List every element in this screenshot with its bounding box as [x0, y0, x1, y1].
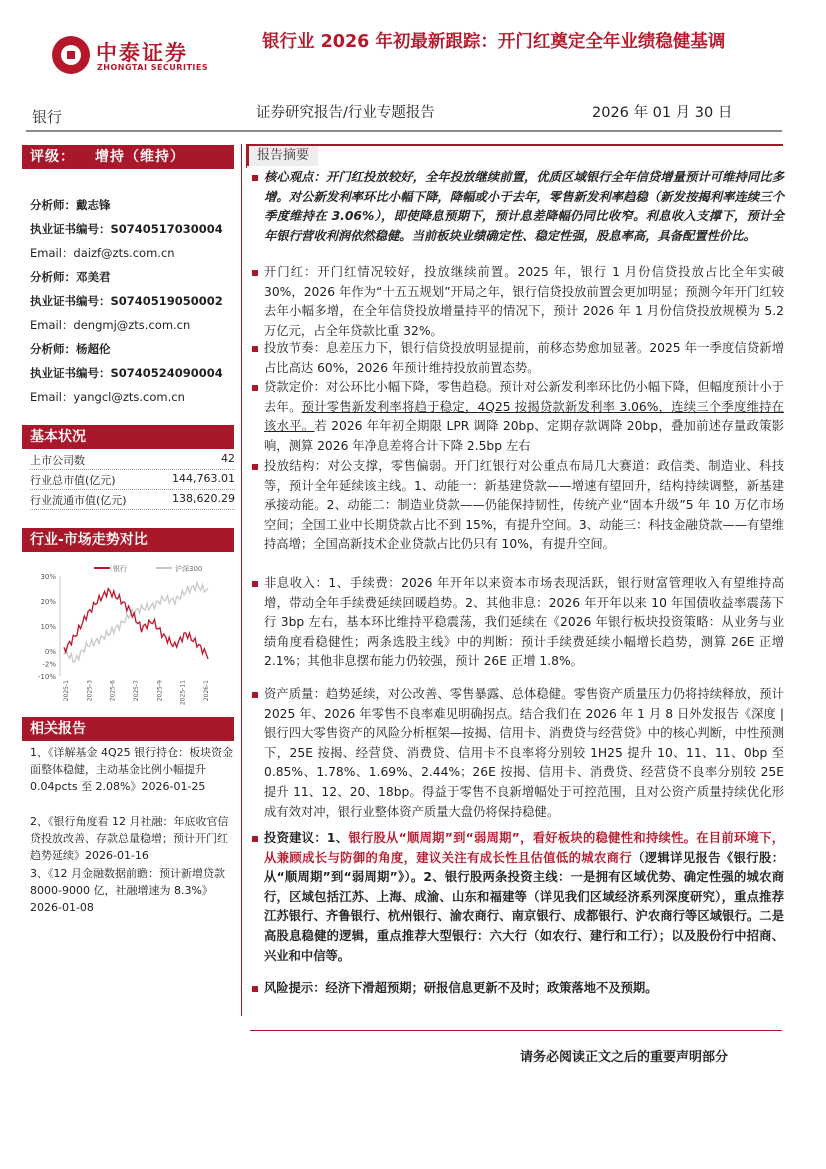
footer-divider: [250, 1030, 782, 1031]
related-report-item[interactable]: 2、《银行角度看 12 月社融：年底收官信贷投放改善、存款总量稳增；预计开门红趋势延续》2026-01-16: [30, 815, 229, 862]
chart-x-tick-label: 2025-6: [109, 680, 117, 702]
bullet-icon: [252, 346, 258, 352]
abstract-header-frame: [246, 144, 783, 168]
rating-bar: [22, 145, 234, 169]
chart-x-tick-label: 2025-11: [179, 680, 187, 706]
analyst-cert: 执业证书编号：S0740517030004: [30, 222, 223, 236]
pricing-paragraph: 贷款定价：对公环比小幅下降，零售趋稳。预计对公新发利率环比仍小幅下降，但幅度预计小于去年。预计零售新发利率将趋于稳定，4Q25 按揭贷款新发利率 3.06%，连续三个季度维持在该水平。若 2026 年年初全期限 LPR 调降 20bp、定期存款调降 20bp，叠加前述存量政策影响，测算 2026 年净息差将合计下降 2.5bp 左右: [264, 380, 784, 453]
sector-label: 银行: [32, 108, 63, 126]
basic-row: 行业总市值(亿元) 144,763.01: [30, 472, 235, 487]
footer-disclaimer: 请务必阅读正文之后的重要声明部分: [520, 1050, 729, 1065]
bullet-icon: [252, 464, 258, 470]
rating-value: 增持（维持）: [95, 149, 185, 165]
bullet-icon: [252, 836, 258, 842]
bullet-icon: [252, 175, 258, 181]
chart-y-tick-label: 0%: [44, 648, 56, 656]
divider: [30, 509, 235, 510]
divider: [30, 469, 235, 470]
opening-paragraph: 开门红：开门红情况较好，投放继续前置。2025 年，银行 1 月份信贷投放占比全年实破 30%，2026 年作为“十五五规划”开局之年，银行信贷投放前置会更加明显；预测今年开门红较去年小幅多增，在全年信贷投放增量持平的情况下，预计 2026 年 1 月份信贷投放规模为 5.2 万亿元，占全年贷款比重 32%。: [264, 265, 784, 338]
chart-x-tick-label: 2025-9: [156, 680, 164, 702]
divider: [30, 489, 235, 490]
core-view-paragraph: 核心观点：开门红投放较好，全年投放继续前置，优质区域银行全年信贷增量预计可维持同比多增。对公新发利率环比小幅下降，降幅或小于去年，零售新发利率趋稳（新发按揭利率连续三个季度维持在 3.06%），即使降息预期下，预计息差降幅仍同比收窄。利息收入支撑下，预计全年银行营收利润依然稳健。当前板块业绩确定性、稳定性强，股息率高，具备配置性价比。: [264, 170, 784, 243]
chart-y-tick-label: -2%: [42, 660, 56, 669]
bullet-icon: [252, 692, 258, 698]
chart-y-tick-label: 30%: [40, 573, 56, 581]
chart-legend-label: 银行: [113, 565, 127, 573]
abstract-tag: 报告摘要: [246, 146, 318, 166]
investment-paragraph: 投资建议：1、银行股从“顺周期”到“弱周期”，看好板块的稳健性和持续性。在目前环境下，从兼顾成长与防御的角度，建议关注有成长性且估值低的城农商行（逻辑详见报告《银行股：从“顺周期”到“弱周期”》）。2、银行股两条投资主线：一是拥有区域优势、确定性强的城农商行，区域包括江苏、上海、成渝、山东和福建等（详见我们区域经济系列深度研究），重点推荐江苏银行、齐鲁银行、杭州银行、渝农商行、南京银行、成都银行、沪农商行等区域银行。二是高股息稳健的逻辑，重点推荐大型银行：六大行（如农行、建行和工行）；以及股份行中招商、兴业和中信等。: [264, 831, 784, 963]
asset-quality-paragraph: 资产质量：趋势延续，对公改善、零售暴露、总体稳健。零售资产质量压力仍将持续释放，预计 2025 年、2026 年零售不良率难见明确拐点。结合我们在 2026 年 1 月 8 日外发报告《深度 | 银行四大零售资产的风险分析框架—按揭、信用卡、消费贷与经营贷》中的核心判断，中性预测下，25E 按揭、经营贷、消费贷、信用卡不良率将分别较 1H25 提升 10、11、11、0bp 至 0.85%、1.78%、1.69%、2.44%；26E 按揭、信用卡、消费贷、经营贷不良率分别较 25E 提升 11、12、20、18bp。得益于零售不良新增幅处于可控范围，且对公资产质量持续优化形成有效对冲，银行业整体资产质量大盘仍将保持稳健。: [264, 687, 784, 819]
risk-paragraph: 风险提示：经济下滑超预期；研报信息更新不及时；政策落地不及预期。: [264, 981, 658, 995]
chart-y-tick-label: 20%: [40, 598, 56, 606]
analyst-email[interactable]: Email：dengmj@zts.com.cn: [30, 318, 191, 332]
bullet-icon: [252, 270, 258, 276]
analyst-cert: 执业证书编号：S0740524090004: [30, 366, 223, 380]
chart-header: 行业-市场走势对比: [22, 528, 234, 552]
chart-x-tick-label: 2025-1: [63, 680, 70, 702]
chart-legend-label: 沪深300: [175, 565, 203, 573]
company-logo-icon: [52, 36, 90, 74]
company-name-en: ZHONGTAI SECURITIES: [97, 63, 209, 72]
report-date: 2026 年 01 月 30 日: [592, 105, 733, 121]
pace-paragraph: 投放节奏：息差压力下，银行信贷投放明显提前，前移态势愈加显著。2025 年一季度信贷新增占比高达 60%，2026 年预计维持投放前置态势。: [264, 341, 784, 375]
related-reports-header: 相关报告: [22, 717, 234, 741]
market-trend-chart: [24, 560, 236, 706]
company-name-cn: 中泰证券: [96, 41, 188, 65]
related-report-item[interactable]: 1、《详解基金 4Q25 银行持仓：板块资金面整体稳健，主动基金比例小幅提升 0.04pcts 至 2.08%》2026-01-25: [30, 746, 234, 793]
basic-row: 上市公司数 42: [30, 452, 235, 467]
analyst-email[interactable]: Email：daizf@zts.com.cn: [30, 246, 175, 260]
analyst-name: 分析师：邓美君: [30, 270, 111, 284]
chart-x-tick-label: 2025-7: [133, 680, 140, 702]
bullet-icon: [252, 581, 258, 587]
chart-x-tick-label: 2025-3: [86, 680, 94, 702]
column-divider: [241, 144, 242, 1016]
bullet-icon: [252, 385, 258, 391]
report-type: 证券研究报告/行业专题报告: [256, 105, 435, 121]
related-report-item[interactable]: 3、《12 月金融数据前瞻：预计新增贷款 8000-9000 亿，社融增速为 8.3%》2026-01-08: [30, 867, 225, 914]
report-title: 银行业 2026 年初最新跟踪：开门红奠定全年业绩稳健基调: [262, 32, 726, 52]
chart-x-tick-label: 2026-1: [203, 680, 210, 702]
analyst-email[interactable]: Email：yangcl@zts.com.cn: [30, 390, 185, 404]
bullet-icon: [252, 986, 258, 992]
basic-row: 行业流通市值(亿元) 138,620.29: [30, 492, 235, 507]
chart-y-tick-label: 10%: [40, 623, 56, 631]
analyst-name: 分析师：戴志锋: [30, 198, 111, 212]
non-interest-paragraph: 非息收入：1、手续费：2026 年开年以来资本市场表现活跃，银行财富管理收入有望维持高增，带动全年手续费延续回暖趋势。2、其他非息：2026 年开年以来 10 年国债收益率震荡下行 3bp 左右，基本环比维持平稳震荡，我们延续在《2026 年银行板块投资策略：从业务与业绩角度看稳健性；两条选股主线》中的判断：预计手续费延续小幅增长趋势，测算 26E 正增 2.1%；其他非息摆布能力仍较强，预计 26E 正增 1.8%。: [264, 576, 784, 669]
structure-paragraph: 投放结构：对公支撑，零售偏弱。开门红银行对公重点布局几大赛道：政信类、制造业、科技等，预计全年延续该主线。1、动能一：新基建贷款——增速有望回升，结构持续调整，新基建承接动能。2、动能二：制造业贷款——仍能保持韧性，传统产业“固本升级”5 年 10 万亿市场空间；全国工业中长期贷款占比不到 15%，有提升空间。3、动能三：科技金融贷款——有望维持高增；全国高新技术企业贷款占比仍只有 10%，有提升空间。: [264, 459, 784, 552]
chart-y-tick-label: -10%: [37, 673, 56, 681]
basic-info-header: 基本状况: [22, 425, 234, 449]
rating-label: 评级：: [30, 149, 75, 165]
header-divider: [26, 130, 782, 132]
analyst-cert: 执业证书编号：S0740519050002: [30, 294, 223, 308]
analyst-name: 分析师：杨超伦: [30, 342, 111, 356]
